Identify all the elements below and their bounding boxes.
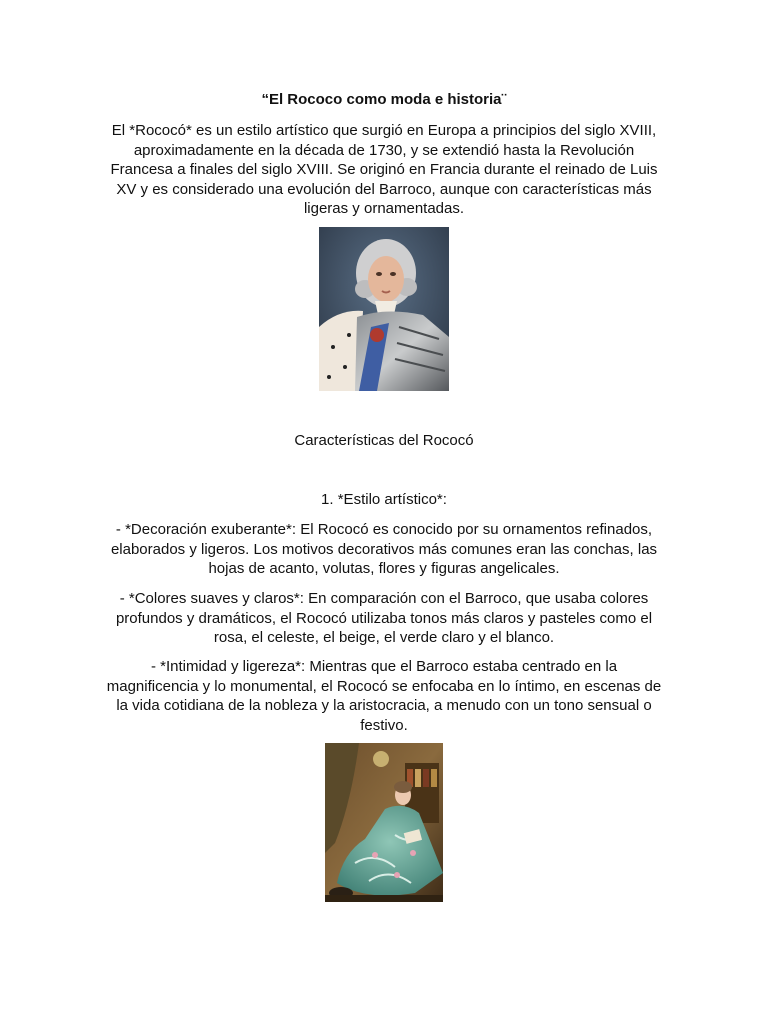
bullet-intimidad: - *Intimidad y ligereza*: Mientras que el Barroco estaba centrado en la magnificencia y lo monumental, el Rococó se enfocaba en lo íntimo, en escenas de la vida cotidiana de la nobleza y la aristocracia, a menudo con un tono sensual o festivo. [106,658,662,734]
subsection-heading: 1. *Estilo artístico*: [321,491,447,508]
intro-paragraph: El *Rococó* es un estilo artístico que surgió en Europa a principios del siglo XVIII, aproximadamente en la década de 1730, y se extendió hasta la Revolución Francesa a finales del siglo XVIII. Se originó en Francia durante el reinado de Luis XV y es considerado una evolución del Barroco, aunque con características más ligeras y ornamentadas. [110,122,658,218]
document-title: “El Rococo como moda e historia¨ [261,91,507,108]
section-heading: Características del Rococó [294,432,474,449]
bullet-colores: - *Colores suaves y claros*: En comparación con el Barroco, que usaba colores profundos y dramáticos, el Rococó utilizaba tonos más claros y pasteles como el rosa, el celeste, el beige, el verde claro y el blanco. [115,590,653,647]
painting-image [325,743,443,902]
bullet-decoracion: - *Decoración exuberante*: El Rococó es conocido por su ornamentos refinados, elaborados y ligeros. Los motivos decorativos más comunes eran las conchas, las hojas de acanto, volutas, flores y figuras angelicales. [110,521,658,578]
portrait-image [319,227,449,391]
